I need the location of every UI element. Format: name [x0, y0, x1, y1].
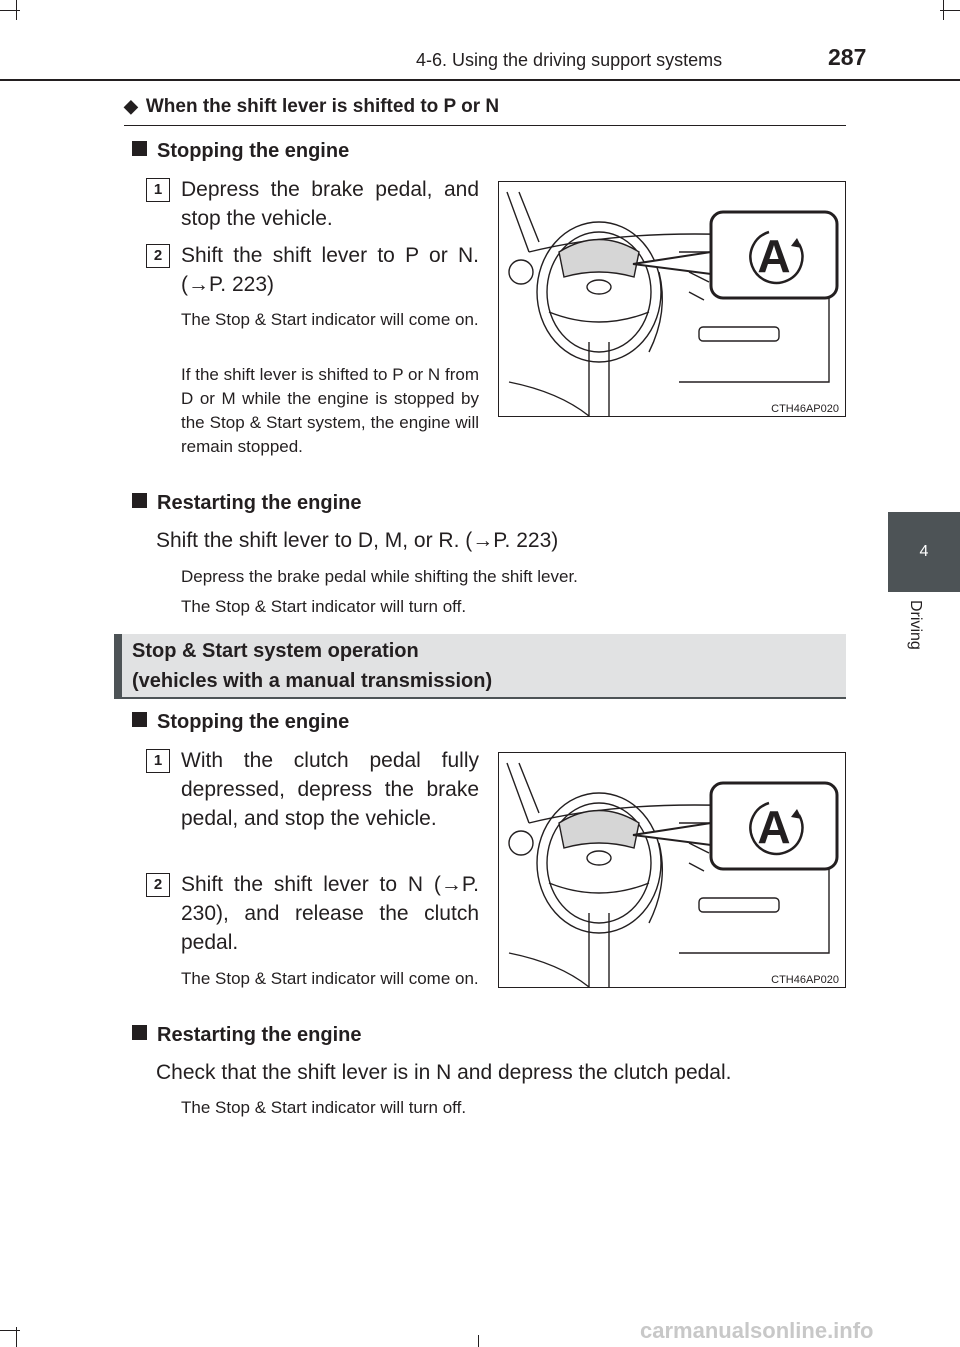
crop-mark — [16, 1327, 17, 1347]
callout-letter: A — [757, 801, 791, 853]
chapter-label: Driving — [907, 600, 924, 650]
subheading-stopping: Stopping the engine — [132, 140, 349, 163]
note-text: If the shift lever is shifted to P or N from D or M while the engine is stopped by the Stop & Start system, the engine will remain stopped. — [181, 365, 479, 456]
square-bullet-icon — [132, 493, 147, 508]
step-number: 2 — [146, 244, 170, 268]
crop-mark — [943, 0, 944, 20]
section-heading: ◆ When the shift lever is shifted to P or N — [124, 96, 500, 117]
header-rule — [0, 79, 960, 81]
square-bullet-icon — [132, 141, 147, 156]
crop-mark — [0, 10, 20, 11]
body-text: Check that the shift lever is in N and depress the clutch pedal. — [156, 1061, 732, 1084]
step-text: Depress the brake pedal, and stop the vehicle. — [181, 178, 479, 230]
page-number: 287 — [828, 44, 867, 70]
square-bullet-icon — [132, 1025, 147, 1040]
subheading-restarting: Restarting the engine — [132, 1024, 361, 1047]
step-number: 1 — [146, 749, 170, 773]
note-text: The Stop & Start indicator will turn off. — [181, 597, 467, 616]
running-header: 4-6. Using the driving support systems — [416, 50, 723, 70]
step-text: With the clutch pedal fully depressed, depress the brake pedal, and stop the vehicle. — [181, 749, 479, 830]
note-text: The Stop & Start indicator will turn off. — [181, 1098, 467, 1117]
chapter-number: 4 — [919, 543, 929, 560]
dashboard-drawing — [499, 182, 845, 416]
crop-mark — [16, 0, 17, 20]
step-text: Shift the shift lever to N (→P. 230), and release the clutch pedal. — [181, 873, 479, 954]
diamond-icon: ◆ — [124, 96, 138, 116]
step-number: 1 — [146, 178, 170, 202]
chapter-tab — [888, 512, 960, 592]
section-rule — [124, 125, 846, 126]
figure-code: CTH46AP020 — [771, 403, 839, 415]
dashboard-drawing — [499, 753, 845, 987]
section-heading-line: (vehicles with a manual transmission) — [132, 670, 493, 692]
step-text: Shift the shift lever to P or N. (→P. 223) — [181, 244, 479, 296]
dashboard-illustration — [498, 181, 846, 417]
note-text: The Stop & Start indicator will come on. — [181, 310, 479, 329]
callout-letter: A — [757, 230, 791, 282]
section-heading-box — [114, 634, 846, 698]
note-text: Depress the brake pedal while shifting the shift lever. — [181, 567, 578, 586]
figure-code: CTH46AP020 — [771, 974, 839, 986]
section-box-rule — [114, 697, 846, 699]
section-heading-line: Stop & Start system operation — [132, 640, 419, 662]
crop-mark — [478, 1335, 479, 1347]
subheading-stopping: Stopping the engine — [132, 711, 349, 734]
note-text: The Stop & Start indicator will come on. — [181, 969, 479, 988]
subheading-restarting: Restarting the engine — [132, 492, 361, 515]
watermark: carmanualsonline.info — [640, 1318, 874, 1343]
dashboard-illustration — [498, 752, 846, 988]
body-text: Shift the shift lever to D, M, or R. (→P. 223) — [156, 529, 559, 552]
step-number: 2 — [146, 873, 170, 897]
crop-mark — [0, 1330, 20, 1331]
square-bullet-icon — [132, 712, 147, 727]
